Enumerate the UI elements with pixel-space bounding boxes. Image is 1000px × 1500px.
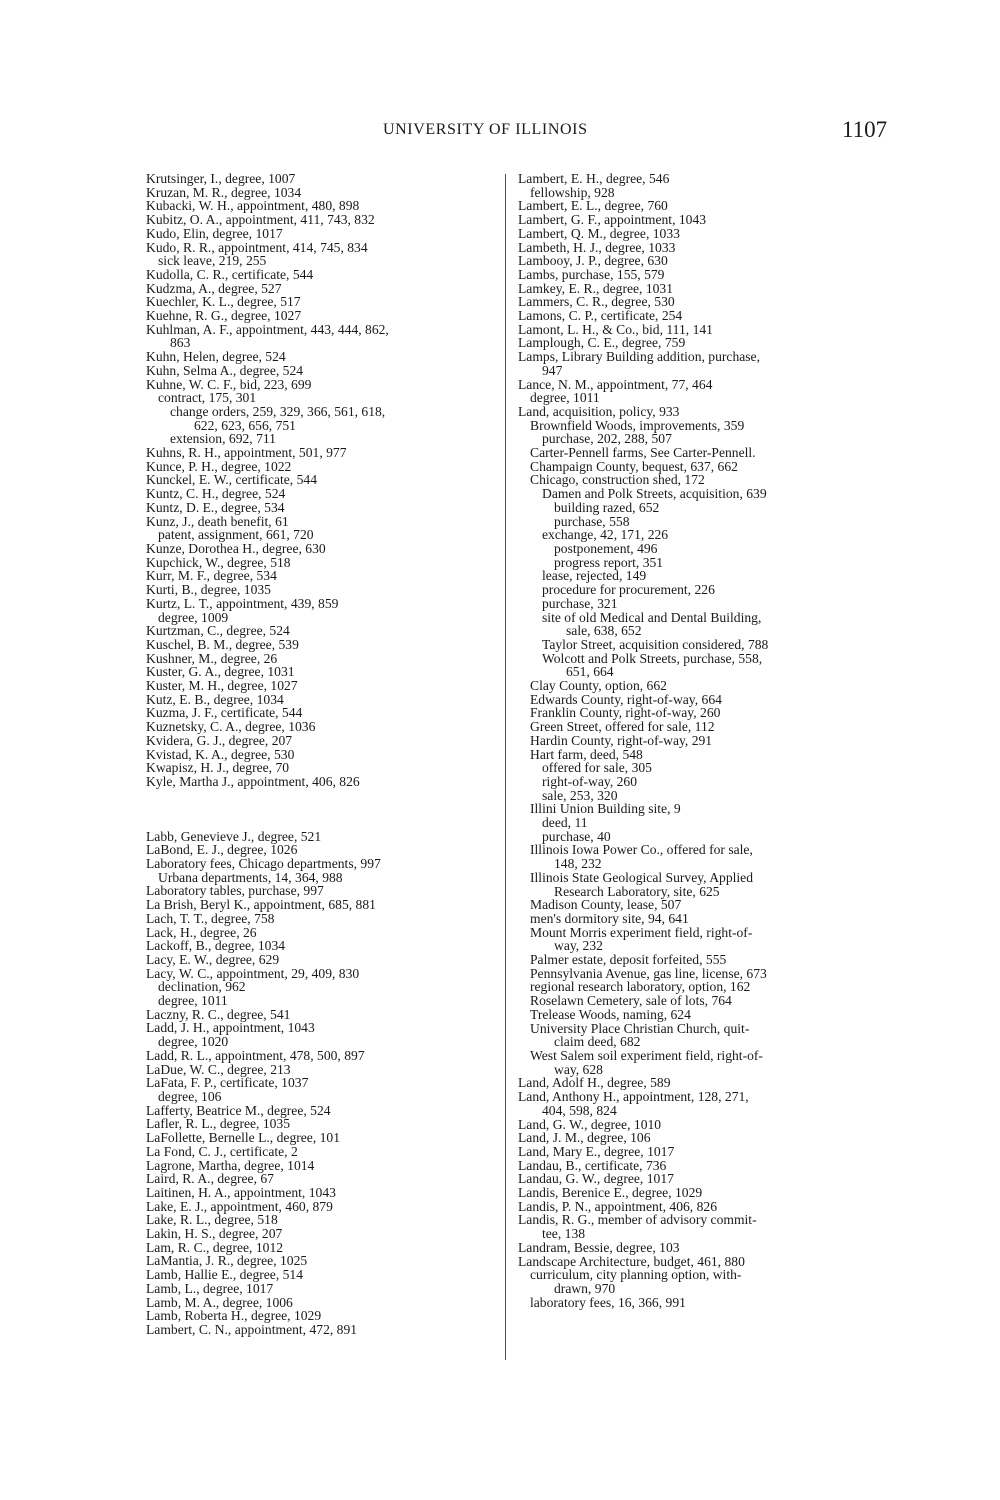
index-entry: Lake, E. J., appointment, 460, 879 xyxy=(146,1198,333,1214)
index-entry: Kurr, M. F., degree, 534 xyxy=(146,568,277,584)
index-entry: Krutsinger, I., degree, 1007 xyxy=(146,171,296,186)
index-entry: Hardin County, right-of-way, 291 xyxy=(530,732,713,748)
index-column-right xyxy=(518,172,870,1309)
index-entry: Palmer estate, deposit forfeited, 555 xyxy=(530,952,727,968)
index-entry: Kurti, B., degree, 1035 xyxy=(146,582,271,598)
index-entry: Kudo, R. R., appointment, 414, 745, 834 xyxy=(146,239,368,255)
index-entry: Kvistad, K. A., degree, 530 xyxy=(146,746,295,762)
index-entry: building razed, 652 xyxy=(554,499,660,515)
index-entry: Lakin, H. S., degree, 207 xyxy=(146,1226,283,1242)
index-entry: Lambert, E. H., degree, 546 xyxy=(518,171,670,186)
index-entry: West Salem soil experiment field, right-of- xyxy=(530,1048,763,1063)
index-entry: Lammers, C. R., degree, 530 xyxy=(518,294,675,310)
index-entry: Kudolla, C. R., certificate, 544 xyxy=(146,266,314,282)
index-entry: Labb, Genevieve J., degree, 521 xyxy=(146,828,322,844)
index-entry: degree, 1009 xyxy=(158,609,229,625)
index-entry: Kvidera, G. J., degree, 207 xyxy=(146,732,293,748)
index-entry: LaBond, E. J., degree, 1026 xyxy=(146,842,298,858)
index-entry: Kuzma, J. F., certificate, 544 xyxy=(146,705,303,721)
index-entry: Lamps, Library Building addition, purchase, xyxy=(518,349,760,365)
index-entry: LaFata, F. P., certificate, 1037 xyxy=(146,1075,309,1091)
index-entry: Lambert, G. F., appointment, 1043 xyxy=(518,212,707,228)
section-gap xyxy=(146,789,490,830)
index-entry: change orders, 259, 329, 366, 561, 618, xyxy=(170,403,386,419)
index-entry: sale, 253, 320 xyxy=(542,787,618,803)
index-entry: Ladd, R. L., appointment, 478, 500, 897 xyxy=(146,1047,365,1063)
index-entry: Lagrone, Martha, degree, 1014 xyxy=(146,1157,315,1173)
index-entry: Roselawn Cemetery, sale of lots, 764 xyxy=(530,993,732,1009)
index-section-l xyxy=(146,830,490,1337)
index-entry: Lambert, C. N., appointment, 472, 891 xyxy=(146,1321,358,1337)
index-entry: LaMantia, J. R., degree, 1025 xyxy=(146,1253,308,1269)
index-entry: 651, 664 xyxy=(566,664,614,680)
index-entry: Kuhne, W. C. F., bid, 223, 699 xyxy=(146,376,312,392)
index-entry: degree, 1011 xyxy=(158,993,228,1009)
index-entry: Lamb, L., degree, 1017 xyxy=(146,1280,274,1296)
index-entry: Lacy, E. W., degree, 629 xyxy=(146,951,280,967)
running-head: UNIVERSITY OF ILLINOIS xyxy=(383,121,588,138)
index-entry: purchase, 40 xyxy=(542,828,611,844)
column-divider xyxy=(505,174,506,1360)
index-entry: purchase, 321 xyxy=(542,595,618,611)
index-entry: way, 232 xyxy=(554,938,603,954)
index-entry: Laboratory tables, purchase, 997 xyxy=(146,883,324,899)
index-entry: Lambert, E. L., degree, 760 xyxy=(518,198,668,214)
index-entry: Kunz, J., death benefit, 61 xyxy=(146,513,289,529)
index-entry: Lackoff, B., degree, 1034 xyxy=(146,938,286,954)
index-entry: claim deed, 682 xyxy=(554,1034,641,1050)
index-entry: procedure for procurement, 226 xyxy=(542,582,715,598)
index-entry: Landram, Bessie, degree, 103 xyxy=(518,1239,680,1255)
index-entry: Kuster, G. A., degree, 1031 xyxy=(146,664,295,680)
index-entry: Illinois State Geological Survey, Applied xyxy=(530,869,754,885)
index-entry: Carter-Pennell farms, See Carter-Pennell. xyxy=(530,445,756,461)
index-entry: La Brish, Beryl K., appointment, 685, 881 xyxy=(146,897,376,913)
index-entry: Lambert, Q. M., degree, 1033 xyxy=(518,225,680,241)
index-entry: Kuhn, Helen, degree, 524 xyxy=(146,349,286,365)
index-entry: Lafferty, Beatrice M., degree, 524 xyxy=(146,1102,331,1118)
index-entry: Land, J. M., degree, 106 xyxy=(518,1130,651,1146)
index-entry: 947 xyxy=(542,362,563,378)
index-entry: Kuhns, R. H., appointment, 501, 977 xyxy=(146,445,347,461)
index-entry: sick leave, 219, 255 xyxy=(158,253,267,269)
index-entry: deed, 11 xyxy=(542,815,588,831)
index-entry: Kuntz, C. H., degree, 524 xyxy=(146,486,286,502)
index-entry: Lamb, M. A., degree, 1006 xyxy=(146,1294,293,1310)
index-entry: offered for sale, 305 xyxy=(542,760,652,776)
index-entry: Taylor Street, acquisition considered, 788 xyxy=(542,636,769,652)
index-entry: degree, 106 xyxy=(158,1089,222,1104)
index-column-left xyxy=(146,172,490,1337)
index-entry: Kudo, Elin, degree, 1017 xyxy=(146,225,283,241)
index-entry: regional research laboratory, option, 162 xyxy=(530,979,751,995)
index-entry: progress report, 351 xyxy=(554,554,664,570)
index-entry: Lamkey, E. R., degree, 1031 xyxy=(518,280,674,296)
index-entry: Kutz, E. B., degree, 1034 xyxy=(146,691,284,707)
index-entry: Lafler, R. L., degree, 1035 xyxy=(146,1116,291,1132)
index-entry: Kupchick, W., degree, 518 xyxy=(146,554,291,570)
index-entry: Illinois Iowa Power Co., offered for sale, xyxy=(530,842,753,858)
index-entry: Kurtzman, C., degree, 524 xyxy=(146,623,290,639)
index-entry: Kuehne, R. G., degree, 1027 xyxy=(146,308,302,324)
index-entry: Laczny, R. C., degree, 541 xyxy=(146,1006,291,1022)
index-entry: Kushner, M., degree, 26 xyxy=(146,650,278,666)
index-entry: Landau, B., certificate, 736 xyxy=(518,1157,667,1173)
index-entry: Laboratory fees, Chicago departments, 997 xyxy=(146,856,381,872)
index-entry: Clay County, option, 662 xyxy=(530,678,667,694)
index-entry: Kuznetsky, C. A., degree, 1036 xyxy=(146,719,316,735)
index-entry: Chicago, construction shed, 172 xyxy=(530,472,705,488)
index-entry: Kurtz, L. T., appointment, 439, 859 xyxy=(146,595,339,611)
index-entry: LaDue, W. C., degree, 213 xyxy=(146,1061,291,1077)
page-header xyxy=(0,117,1000,145)
index-entry: Damen and Polk Streets, acquisition, 639 xyxy=(542,486,767,502)
index-entry: Lamb, Roberta H., degree, 1029 xyxy=(146,1308,322,1324)
index-entry: Kunckel, E. W., certificate, 544 xyxy=(146,472,317,488)
index-entry: patent, assignment, 661, 720 xyxy=(158,527,314,543)
index-entry: purchase, 558 xyxy=(554,513,630,529)
index-entry: Lamont, L. H., & Co., bid, 111, 141 xyxy=(518,321,713,337)
index-entry: Madison County, lease, 507 xyxy=(530,897,682,913)
index-entry: extension, 692, 711 xyxy=(170,431,276,447)
index-entry: men's dormitory site, 94, 641 xyxy=(530,910,689,926)
index-entry: Land, G. W., degree, 1010 xyxy=(518,1116,662,1132)
index-entry: Kuechler, K. L., degree, 517 xyxy=(146,294,301,310)
index-entry: Lamons, C. P., certificate, 254 xyxy=(518,308,683,324)
index-entry: declination, 962 xyxy=(158,979,246,995)
index-entry: Hart farm, deed, 548 xyxy=(530,746,643,762)
index-entry: drawn, 970 xyxy=(554,1280,616,1296)
index-entry: Illini Union Building site, 9 xyxy=(530,801,681,817)
index-entry: Champaign County, bequest, 637, 662 xyxy=(530,458,738,474)
index-entry: Kuschel, B. M., degree, 539 xyxy=(146,636,299,652)
index-entry: Land, Adolf H., degree, 589 xyxy=(518,1075,671,1091)
index-entry: Kunze, Dorothea H., degree, 630 xyxy=(146,540,326,556)
index-entry: curriculum, city planning option, with- xyxy=(530,1267,742,1283)
index-entry: Laird, R. A., degree, 67 xyxy=(146,1171,274,1187)
index-entry: Kyle, Martha J., appointment, 406, 826 xyxy=(146,773,360,789)
index-entry: 622, 623, 656, 751 xyxy=(194,417,296,433)
index-entry: Franklin County, right-of-way, 260 xyxy=(530,705,721,721)
page-number: 1107 xyxy=(842,117,888,142)
index-entry: Lamplough, C. E., degree, 759 xyxy=(518,335,686,351)
index-entry: Mount Morris experiment field, right-of- xyxy=(530,924,753,940)
index-section-k xyxy=(146,172,490,789)
index-entry: Kuhlman, A. F., appointment, 443, 444, 862, xyxy=(146,321,389,337)
index-entry: Lacy, W. C., appointment, 29, 409, 830 xyxy=(146,965,360,981)
index-entry: Lance, N. M., appointment, 77, 464 xyxy=(518,376,713,392)
index-entry: 863 xyxy=(170,335,191,351)
index-entry: Landis, Berenice E., degree, 1029 xyxy=(518,1185,703,1201)
index-entry: Lam, R. C., degree, 1012 xyxy=(146,1239,284,1255)
index-entry: Kruzan, M. R., degree, 1034 xyxy=(146,184,302,200)
index-entry: La Fond, C. J., certificate, 2 xyxy=(146,1143,298,1159)
index-entry: Lambooy, J. P., degree, 630 xyxy=(518,253,668,269)
index-entry: Urbana departments, 14, 364, 988 xyxy=(158,869,343,885)
index-entry: Lambs, purchase, 155, 579 xyxy=(518,266,665,282)
index-entry: Lake, R. L., degree, 518 xyxy=(146,1212,278,1228)
index-entry: Kudzma, A., degree, 527 xyxy=(146,280,282,296)
index-entry: contract, 175, 301 xyxy=(158,390,257,406)
index-entry: Kwapisz, H. J., degree, 70 xyxy=(146,760,290,776)
index-entry: site of old Medical and Dental Building, xyxy=(542,609,762,625)
index-entry: LaFollette, Bernelle L., degree, 101 xyxy=(146,1130,341,1146)
index-entry: Laitinen, H. A., appointment, 1043 xyxy=(146,1184,336,1200)
index-entry: Lach, T. T., degree, 758 xyxy=(146,910,275,926)
index-entry: Land, Anthony H., appointment, 128, 271, xyxy=(518,1089,749,1105)
index-entry: sale, 638, 652 xyxy=(566,623,642,639)
index-entry: Land, Mary E., degree, 1017 xyxy=(518,1143,675,1159)
index-entry: Research Laboratory, site, 625 xyxy=(554,883,720,899)
index-entry: Landis, P. N., appointment, 406, 826 xyxy=(518,1198,717,1214)
index-entry: Lambeth, H. J., degree, 1033 xyxy=(518,239,676,255)
index-entry: Kuhn, Selma A., degree, 524 xyxy=(146,362,304,378)
index-entry: Kuster, M. H., degree, 1027 xyxy=(146,678,298,694)
index-entry: Wolcott and Polk Streets, purchase, 558, xyxy=(542,650,763,666)
index-entry: University Place Christian Church, quit- xyxy=(530,1020,750,1036)
index-entry: Kuntz, D. E., degree, 534 xyxy=(146,499,285,515)
index-entry: Land, acquisition, policy, 933 xyxy=(518,403,680,419)
index-entry: way, 628 xyxy=(554,1061,603,1077)
index-entry: Landscape Architecture, budget, 461, 880 xyxy=(518,1253,745,1269)
index-entry: Landau, G. W., degree, 1017 xyxy=(518,1171,674,1187)
index-entry: Green Street, offered for sale, 112 xyxy=(530,719,715,735)
index-entry: postponement, 496 xyxy=(554,540,658,556)
index-entry: degree, 1020 xyxy=(158,1034,229,1050)
index-entry: tee, 138 xyxy=(542,1226,586,1242)
index-entry: 148, 232 xyxy=(554,856,602,872)
index-entry: degree, 1011 xyxy=(530,390,600,406)
index-entry: Kunce, P. H., degree, 1022 xyxy=(146,458,292,474)
index-entry: 404, 598, 824 xyxy=(542,1102,617,1118)
index-entry: Lack, H., degree, 26 xyxy=(146,924,257,940)
index-entry: Kubacki, W. H., appointment, 480, 898 xyxy=(146,198,360,214)
index-entry: Landis, R. G., member of advisory commit- xyxy=(518,1212,757,1228)
index-entry: Trelease Woods, naming, 624 xyxy=(530,1006,691,1022)
index-entry: Kubitz, O. A., appointment, 411, 743, 832 xyxy=(146,212,375,228)
index-entry: Edwards County, right-of-way, 664 xyxy=(530,691,722,707)
index-entry: laboratory fees, 16, 366, 991 xyxy=(530,1294,686,1310)
index-entry: Lamb, Hallie E., degree, 514 xyxy=(146,1267,304,1283)
index-entry: right-of-way, 260 xyxy=(542,773,638,789)
index-entry: Pennsylvania Avenue, gas line, license, 673 xyxy=(530,965,767,981)
index-entry: lease, rejected, 149 xyxy=(542,568,647,584)
index-entry: Ladd, J. H., appointment, 1043 xyxy=(146,1020,315,1036)
index-entry: purchase, 202, 288, 507 xyxy=(542,431,672,447)
index-entry: Brownfield Woods, improvements, 359 xyxy=(530,417,745,433)
index-entry: fellowship, 928 xyxy=(530,184,615,200)
index-entry: exchange, 42, 171, 226 xyxy=(542,527,669,543)
